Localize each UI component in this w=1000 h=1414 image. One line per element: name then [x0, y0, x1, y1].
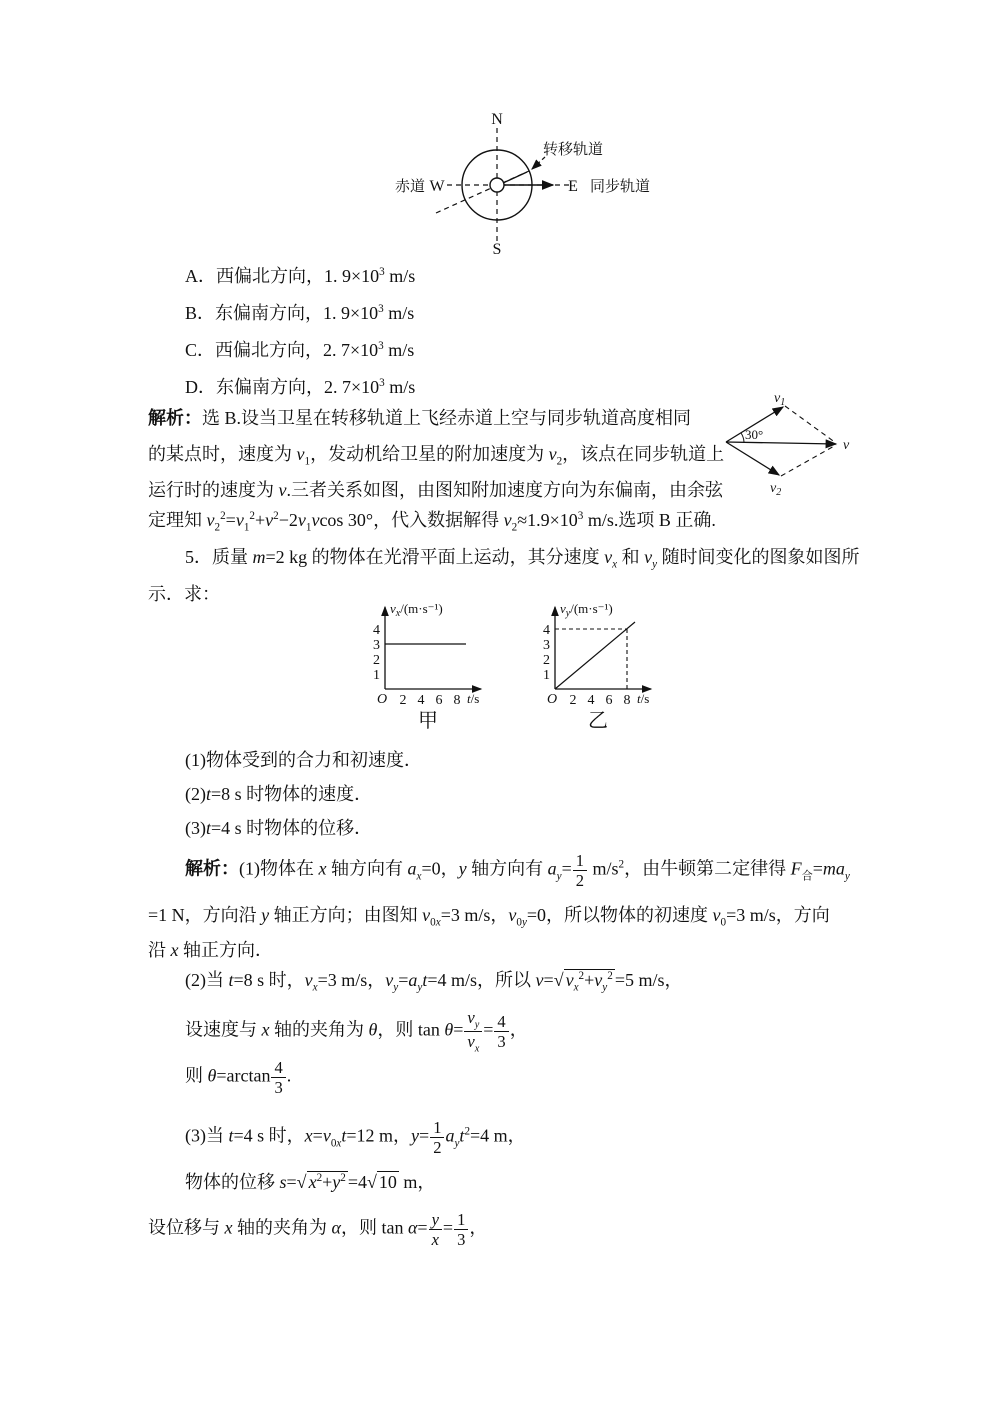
ytick-2: 2	[373, 653, 380, 668]
origin-label: O	[377, 692, 388, 707]
v2-label: $v_2$	[770, 481, 782, 498]
parallelogram-dash-top	[785, 406, 836, 443]
xtick-6: 6	[605, 693, 613, 708]
west-label: W	[429, 178, 445, 195]
angle-arc	[741, 433, 744, 442]
option-d: D．东偏南方向，2. $7\times 10^3$ m/s	[185, 377, 416, 397]
analysis1-line-3: 运行时的速度为 v.三者关系如图，由图知附加速度方向为东偏南，由余弦	[148, 480, 723, 500]
option-c: C．西偏北方向，2. $7\times 10^3$ m/s	[185, 340, 415, 360]
x-axis-label: t/s	[637, 691, 650, 706]
orbit-compass-diagram	[383, 110, 695, 258]
graph-jia-caption: 甲	[418, 710, 438, 732]
xtick-8: 8	[623, 693, 631, 708]
analysis1-line-1: 解析：选 B.设当卫星在转移轨道上飞经赤道上空与同步轨道高度相同	[148, 408, 692, 428]
analysis2-line-4: (2)当 t=8 s 时，$v_x=3$ m/s，$v_y=a_yt=4$ m/s，所以 v=√ $v_x^2+v_y^2 =5$ m/s，	[185, 970, 683, 994]
question5-line-2: 示．求：	[148, 584, 220, 604]
y-axis-label: $v_y/(m\cdot s^{-1})$	[560, 601, 613, 619]
x-axis-label: t/s	[467, 691, 480, 706]
south-label: S	[492, 241, 502, 258]
xtick-4: 4	[587, 693, 595, 708]
transfer-radius-line	[503, 172, 527, 183]
analysis2-line-2: =1 N，方向沿 y 轴正方向；由图知 $v_{0x}=3$ m/s，$v_{0y}=0$，所以物体的初速度 $v_0=3$ m/s，方向	[148, 905, 830, 929]
analysis2-line-6: 则 θ=arctan $\frac{4}{3}$ .	[185, 1058, 292, 1098]
subquestion-3: (3)t=4 s 时物体的位移．	[185, 818, 373, 838]
data-line-vy	[555, 622, 635, 689]
east-label: E	[568, 178, 578, 195]
velocity-vector-diagram	[718, 392, 868, 500]
ytick-4: 4	[543, 623, 550, 638]
xtick-8: 8	[453, 693, 461, 708]
xtick-4: 4	[417, 693, 425, 708]
analysis2-line-5: 设速度与 x 轴的夹角为 θ，则 tan θ= $\frac{v_y}{v_x}$ = $\frac{4}{3}$ ，	[185, 1008, 528, 1055]
v-label: v	[843, 438, 850, 453]
transfer-orbit-leader-arrow	[532, 157, 545, 169]
graph-yi-caption: 乙	[588, 710, 608, 732]
parallelogram-dash-bottom	[781, 445, 836, 476]
ytick-3: 3	[373, 638, 380, 653]
question5-line-1: 5．质量 m=2 kg 的物体在光滑平面上运动，其分速度 $v_x$ 和 $v_y$ 随时间变化的图象如图所	[185, 547, 860, 571]
ytick-3: 3	[543, 638, 550, 653]
transfer-orbit-label: 转移轨道	[543, 142, 604, 158]
earth-center-dot	[490, 178, 504, 192]
analysis2-line-1: 解析：(1)物体在 x 轴方向有 $a_x=0$，y 轴方向有 $a_y=$ $\frac{1}{2}$ $m/s^2$，由牛顿第二定律得 $F_合=ma_y$	[185, 851, 850, 891]
subquestion-1: (1)物体受到的合力和初速度．	[185, 750, 422, 770]
option-b: B．东偏南方向，1. $9\times 10^3$ m/s	[185, 303, 415, 323]
subquestion-2: (2)t=8 s 时物体的速度．	[185, 784, 373, 804]
v2-arrow	[726, 442, 779, 475]
angle-label: 30°	[745, 427, 764, 442]
analysis2-line-8: 物体的位移 s=√ $x^2+y^2 =4√$ 10 m，	[185, 1172, 436, 1192]
ytick-2: 2	[543, 653, 550, 668]
option-a: A．西偏北方向，1. $9\times 10^3$ m/s	[185, 266, 416, 286]
xtick-2: 2	[399, 693, 407, 708]
analysis2-line-7: (3)当 t=4 s 时，$x=v_{0x}t=12$ m，y= $\frac{1}{2}$ $a_yt^2=4$ m，	[185, 1118, 526, 1158]
north-label: N	[491, 111, 503, 128]
sync-orbit-label: 同步轨道	[590, 179, 651, 195]
xtick-2: 2	[569, 693, 577, 708]
ytick-4: 4	[373, 623, 380, 638]
v-arrow	[726, 442, 836, 444]
graph-vy-t	[533, 597, 663, 712]
ytick-1: 1	[543, 668, 550, 683]
analysis1-line-2: 的某点时，速度为 $v_1$，发动机给卫星的附加速度为 $v_2$，该点在同步轨道上	[148, 444, 725, 468]
xtick-6: 6	[435, 693, 443, 708]
ytick-1: 1	[373, 668, 380, 683]
v1-label: $v_1$	[774, 391, 786, 408]
origin-label: O	[547, 692, 558, 707]
equator-label: 赤道	[395, 179, 426, 195]
analysis1-line-4: 定理知 $v_2^2=v_1^2+v^2-2v_1vcos$ 30°，代入数据解得 $v_2\approx 1.9\times 10^3$ m/s.选项 B 正确.	[148, 510, 716, 534]
graph-vx-t	[363, 597, 493, 712]
analysis2-line-9: 设位移与 x 轴的夹角为 α，则 tan α= $\frac{y}{x}$ = $\frac{1}{3}$ ，	[148, 1210, 488, 1250]
y-axis-label: $v_x/(m\cdot s^{-1})$	[390, 601, 443, 619]
analysis2-line-3: 沿 x 轴正方向．	[148, 940, 273, 960]
